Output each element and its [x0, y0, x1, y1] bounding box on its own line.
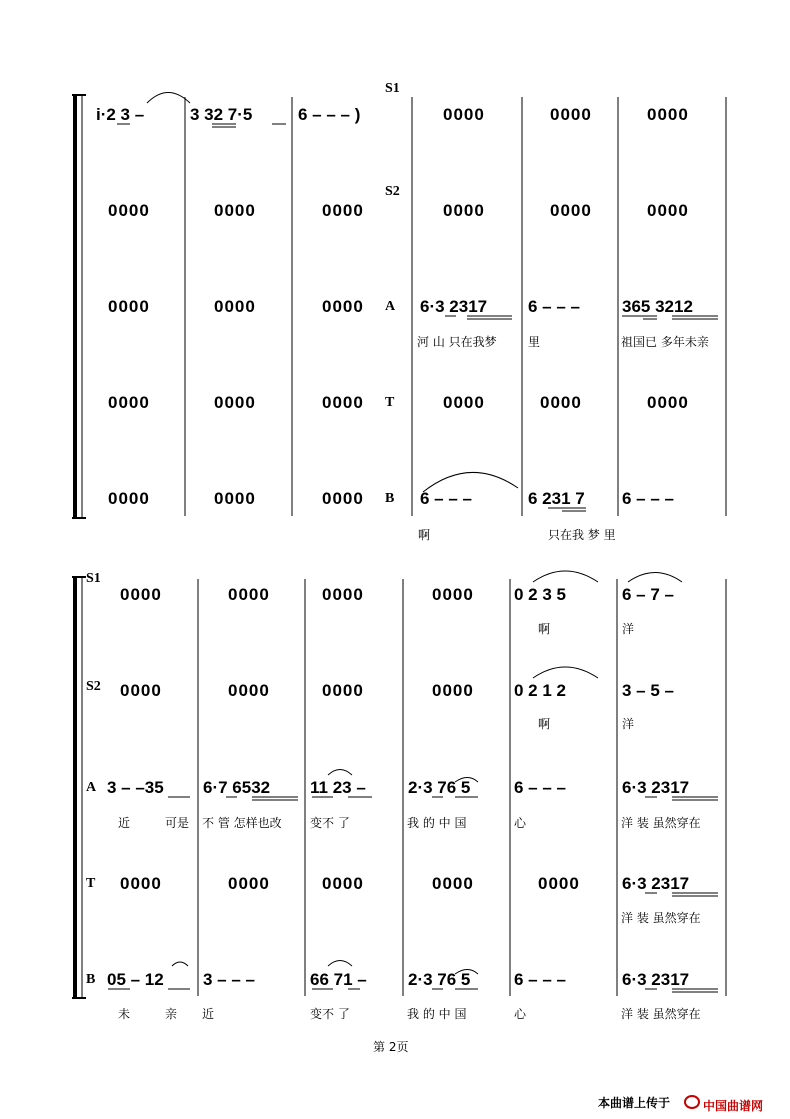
rest-measure: 0000 [322, 489, 364, 508]
alto-lyric: 可是 [165, 816, 190, 830]
bass-bar2: 6 231 7 [528, 489, 585, 508]
s1-intro-bar3: 6 – – – ) [298, 105, 361, 124]
rest-measure: 0000 [550, 105, 592, 124]
alto-lyric3: 祖国已 多年未亲 [621, 335, 709, 349]
bass-lyric2: 只在我 梦 里 [548, 528, 616, 542]
s2-bar6: 3 – 5 – [622, 681, 674, 700]
bass-lyric1: 啊 [418, 528, 431, 542]
bass-bar6: 6·3 2317 [622, 970, 690, 989]
s1-intro-bar2: 3 32 7·5 [190, 105, 253, 124]
slur [628, 573, 682, 583]
alto-bar2: 6 – – – [528, 297, 580, 316]
rest-measure: 0000 [108, 489, 150, 508]
s1-intro-bar1: i·2 3 – [96, 105, 145, 124]
slur [533, 667, 598, 678]
rest-measure: 0000 [432, 585, 474, 604]
rest-measure: 0000 [108, 201, 150, 220]
rest-measure: 0000 [322, 874, 364, 893]
alto-lyric: 不 管 怎样也改 [202, 816, 282, 830]
voice-label-s1: S1 [385, 81, 400, 96]
voice-label-t: T [86, 876, 96, 891]
alto-bar4: 2·3 76 5 [408, 778, 471, 797]
rest-measure: 0000 [108, 393, 150, 412]
bass-bar3: 66 71 – [310, 970, 367, 989]
rest-measure: 0000 [443, 105, 485, 124]
bass-bar3: 6 – – – [622, 489, 674, 508]
rest-measure: 0000 [120, 585, 162, 604]
bass-lyric: 近 [202, 1007, 215, 1021]
alto-lyric2: 里 [528, 335, 541, 349]
alto-lyric: 近 [118, 816, 131, 830]
rest-measure: 0000 [322, 681, 364, 700]
alto-bar3: 11 23 – [310, 778, 366, 797]
alto-bar5: 6 – – – [514, 778, 566, 797]
alto-lyric1: 河 山 只在我梦 [417, 335, 497, 349]
rest-measure: 0000 [214, 297, 256, 316]
brand-name[interactable]: 中国曲谱网 [703, 1099, 764, 1113]
voice-label-b: B [385, 491, 395, 506]
rest-measure: 0000 [120, 681, 162, 700]
alto-bar2: 6·7 6532 [203, 778, 271, 797]
rest-measure: 0000 [432, 681, 474, 700]
rest-measure: 0000 [228, 874, 270, 893]
rest-measure: 0000 [322, 201, 364, 220]
rest-measure: 0000 [432, 874, 474, 893]
rest-measure: 0000 [214, 489, 256, 508]
rest-measure: 0000 [647, 105, 689, 124]
s1-bar5: 0 2 3 5 [514, 585, 566, 604]
rest-measure: 0000 [550, 201, 592, 220]
slur [147, 93, 190, 104]
alto-lyric: 心 [514, 816, 527, 830]
rest-measure: 0000 [228, 585, 270, 604]
rest-measure: 0000 [443, 201, 485, 220]
bass-bar1: 6 – – – [420, 489, 472, 508]
rest-measure: 0000 [443, 393, 485, 412]
rest-measure: 0000 [120, 874, 162, 893]
bass-lyric: 洋 装 虽然穿在 [621, 1007, 701, 1021]
bass-bar5: 6 – – – [514, 970, 566, 989]
s2-lyric6: 洋 [622, 717, 635, 731]
alto-lyric: 洋 装 虽然穿在 [621, 816, 701, 830]
bass-bar1: 05 – 12 [107, 970, 164, 989]
voice-label-s2: S2 [385, 184, 400, 199]
rest-measure: 0000 [228, 681, 270, 700]
brand-logo-icon [684, 1095, 700, 1109]
voice-label-t: T [385, 395, 395, 410]
slur [172, 962, 188, 966]
rest-measure: 0000 [322, 297, 364, 316]
voice-label-a: A [86, 780, 97, 795]
voice-label-s2: S2 [86, 679, 101, 694]
rest-measure: 0000 [322, 393, 364, 412]
bass-lyric: 未 [118, 1007, 131, 1021]
rest-measure: 0000 [647, 201, 689, 220]
slur [328, 961, 352, 967]
bass-lyric: 我 的 中 国 [407, 1007, 467, 1021]
s1-bar6: 6 – 7 – [622, 585, 674, 604]
alto-lyric: 变不 了 [310, 816, 350, 830]
rest-measure: 0000 [214, 201, 256, 220]
page-number: 第 2页 [373, 1040, 409, 1054]
alto-bar1: 6·3 2317 [420, 297, 488, 316]
rest-measure: 0000 [214, 393, 256, 412]
s2-lyric5: 啊 [538, 717, 551, 731]
upload-note: 本曲谱上传于 [598, 1096, 671, 1110]
rest-measure: 0000 [322, 585, 364, 604]
slur [533, 571, 598, 582]
alto-bar6: 6·3 2317 [622, 778, 690, 797]
voice-label-b: B [86, 972, 96, 987]
alto-lyric: 我 的 中 国 [407, 816, 467, 830]
alto-bar1: 3 – –35 [107, 778, 164, 797]
rest-measure: 0000 [108, 297, 150, 316]
bass-bar2: 3 – – – [203, 970, 255, 989]
voice-label-a: A [385, 299, 396, 314]
rest-measure: 0000 [538, 874, 580, 893]
voice-label-s1: S1 [86, 571, 101, 586]
s1-lyric6: 洋 [622, 622, 635, 636]
tenor-lyric6: 洋 装 虽然穿在 [621, 911, 701, 925]
rest-measure: 0000 [540, 393, 582, 412]
bass-lyric: 亲 [165, 1007, 178, 1021]
bass-bar4: 2·3 76 5 [408, 970, 471, 989]
bass-lyric: 心 [514, 1007, 527, 1021]
bass-lyric: 变不 了 [310, 1007, 350, 1021]
s1-lyric5: 啊 [538, 622, 551, 636]
slur [328, 770, 352, 776]
alto-bar3: 365 3212 [622, 297, 693, 316]
tenor-bar6: 6·3 2317 [622, 874, 690, 893]
s2-bar5: 0 2 1 2 [514, 681, 566, 700]
rest-measure: 0000 [647, 393, 689, 412]
